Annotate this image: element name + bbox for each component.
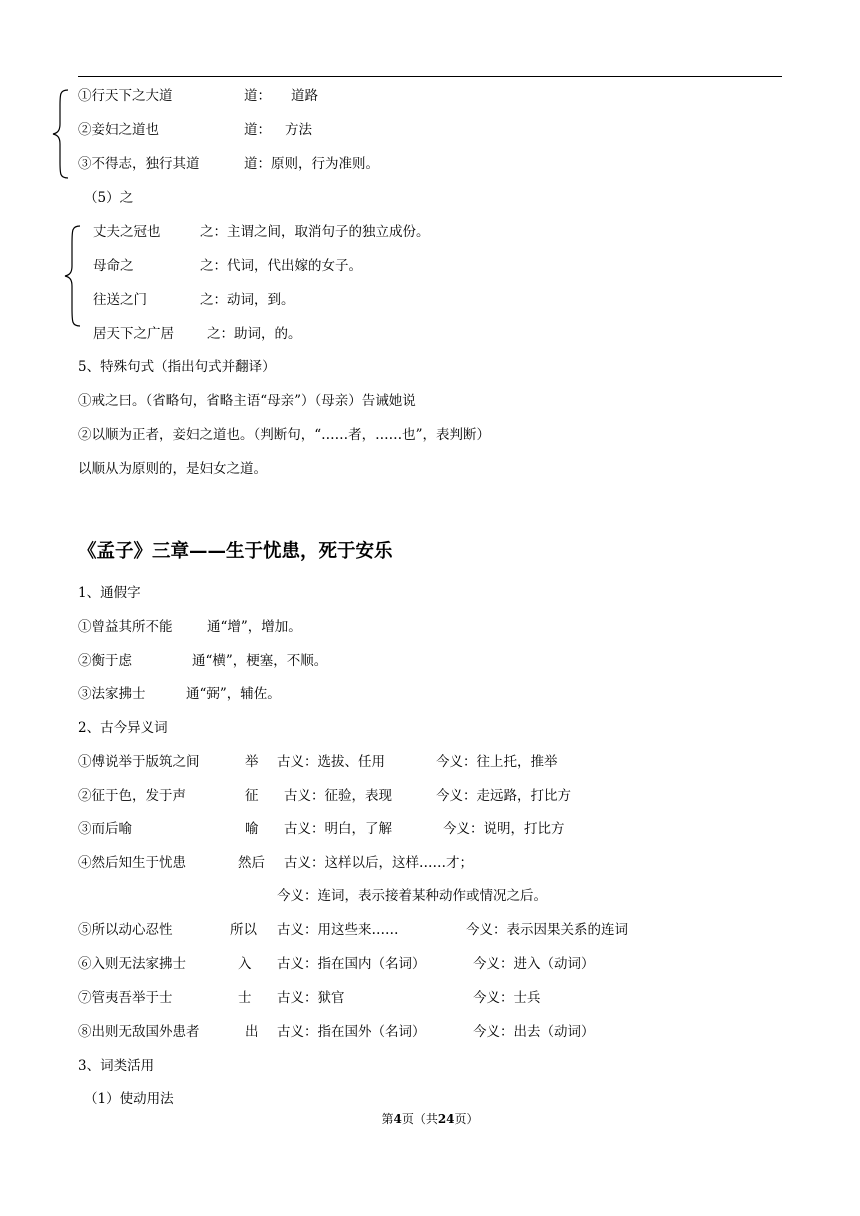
left-brace-icon [62,224,84,328]
sec1-phrase-1: ①曾益其所不能 [78,619,173,635]
sec2-phrase-8: ⑧出则无敌国外患者 [78,1024,200,1040]
sec1-note-1: 通“增”，增加。 [207,619,302,635]
sec2-phrase-5: ⑤所以动心忍性 [78,922,173,938]
sec2-old-3: 古义：明白，了解 [284,821,392,837]
sec2-word-7: 士 [238,990,252,1006]
chapter-title: 《孟子》三章——生于忧患，死于安乐 [78,541,393,562]
sec2-new-3: 今义：说明，打比方 [443,821,565,837]
sec2-word-3: 喻 [245,821,259,837]
sec2-word-5: 所以 [230,922,257,938]
group1-row-2: ②妾妇之道也 [78,122,159,138]
sec2-new-5: 今义：表示因果关系的连词 [466,922,628,938]
sec2-old-4: 古义：这样以后，这样……才； [284,855,473,871]
sec2-word-1: 举 [245,754,259,770]
group1-meaning-1: 道路 [291,88,318,104]
sec2-old-7: 古义：狱官 [277,990,345,1006]
footer-prefix: 第 [381,1112,394,1126]
group1-word-2: 道： [244,122,271,138]
footer-suffix: 页） [454,1112,479,1126]
group1-row-3: ③不得志，独行其道 [78,156,200,172]
group1-word-3: 道：原则，行为准则。 [244,156,379,172]
sec1-note-2: 通“横”，梗塞，不顺。 [192,653,328,669]
sec2-new-4: 今义：连词，表示接着某种动作或情况之后。 [277,888,547,904]
sec3-subheading-1: （1）使动用法 [84,1091,174,1107]
sec2-new-2: 今义：走远路，打比方 [436,788,571,804]
sec2-word-6: 入 [238,956,252,972]
sec3-heading: 3、词类活用 [78,1058,155,1074]
subheading-5: （5）之 [84,190,134,206]
sec1-phrase-3: ③法家拂士 [78,686,146,702]
group1-row-1 [78,87,173,105]
sec1-note-3: 通“弼”，辅佐。 [186,686,281,702]
group2-phrase-4: 居天下之广居 [93,326,174,342]
page-footer [0,1111,860,1127]
phrase: ①行天下之大道 [78,88,173,104]
sec2-phrase-1: ①傅说举于版筑之间 [78,754,200,770]
sec2-heading: 2、古今异义词 [78,720,168,736]
sec2-phrase-4: ④然后知生于忧患 [78,855,186,871]
sec5-heading: 5、特殊句式（指出句式并翻译） [78,359,276,375]
header-rule [78,76,782,77]
sec2-phrase-3: ③而后喻 [78,821,132,837]
sec2-phrase-6: ⑥入则无法家拂士 [78,956,186,972]
sec2-word-2: 征 [245,788,259,804]
sec2-new-1: 今义：往上托，推举 [436,754,558,770]
group2-phrase-1: 丈夫之冠也 [93,224,161,240]
sec2-old-1: 古义：选拔、任用 [277,754,385,770]
sec5-line-1: ①戒之曰。（省略句，省略主语“母亲”）（母亲）告诫她说 [78,393,416,409]
sec2-phrase-2: ②征于色，发于声 [78,788,186,804]
group2-meaning-3: 之：动词，到。 [200,292,295,308]
group1-word-1: 道： [244,88,271,104]
sec1-phrase-2: ②衡于虑 [78,653,132,669]
footer-total-pages: 24 [437,1112,455,1126]
sec5-line-3: 以顺从为原则的，是妇女之道。 [78,461,267,477]
sec1-heading: 1、通假字 [78,585,141,601]
group2-phrase-2: 母命之 [93,258,134,274]
sec2-new-7: 今义：士兵 [473,990,541,1006]
footer-mid: 页（共 [401,1112,438,1126]
left-brace-icon [50,88,72,180]
sec2-new-6: 今义：进入（动词） [473,956,595,972]
sec2-word-4: 然后 [238,855,265,871]
group2-meaning-1: 之：主谓之间，取消句子的独立成份。 [200,224,430,240]
group2-meaning-2: 之：代词，代出嫁的女子。 [200,258,362,274]
group2-phrase-3: 往送之门 [93,292,147,308]
sec2-new-8: 今义：出去（动词） [473,1024,595,1040]
sec5-line-2: ②以顺为正者，妾妇之道也。（判断句，“……者，……也”，表判断） [78,427,491,443]
sec2-old-6: 古义：指在国内（名词） [277,956,426,972]
sec2-old-2: 古义：征验，表现 [284,788,392,804]
sec2-old-5: 古义：用这些来…… [277,922,399,938]
sec2-old-8: 古义：指在国外（名词） [277,1024,426,1040]
footer-page-number: 4 [393,1112,402,1126]
group2-meaning-4: 之：助词，的。 [207,326,302,342]
sec2-phrase-7: ⑦管夷吾举于士 [78,990,173,1006]
sec2-word-8: 出 [245,1024,259,1040]
group1-meaning-2: 方法 [285,122,312,138]
